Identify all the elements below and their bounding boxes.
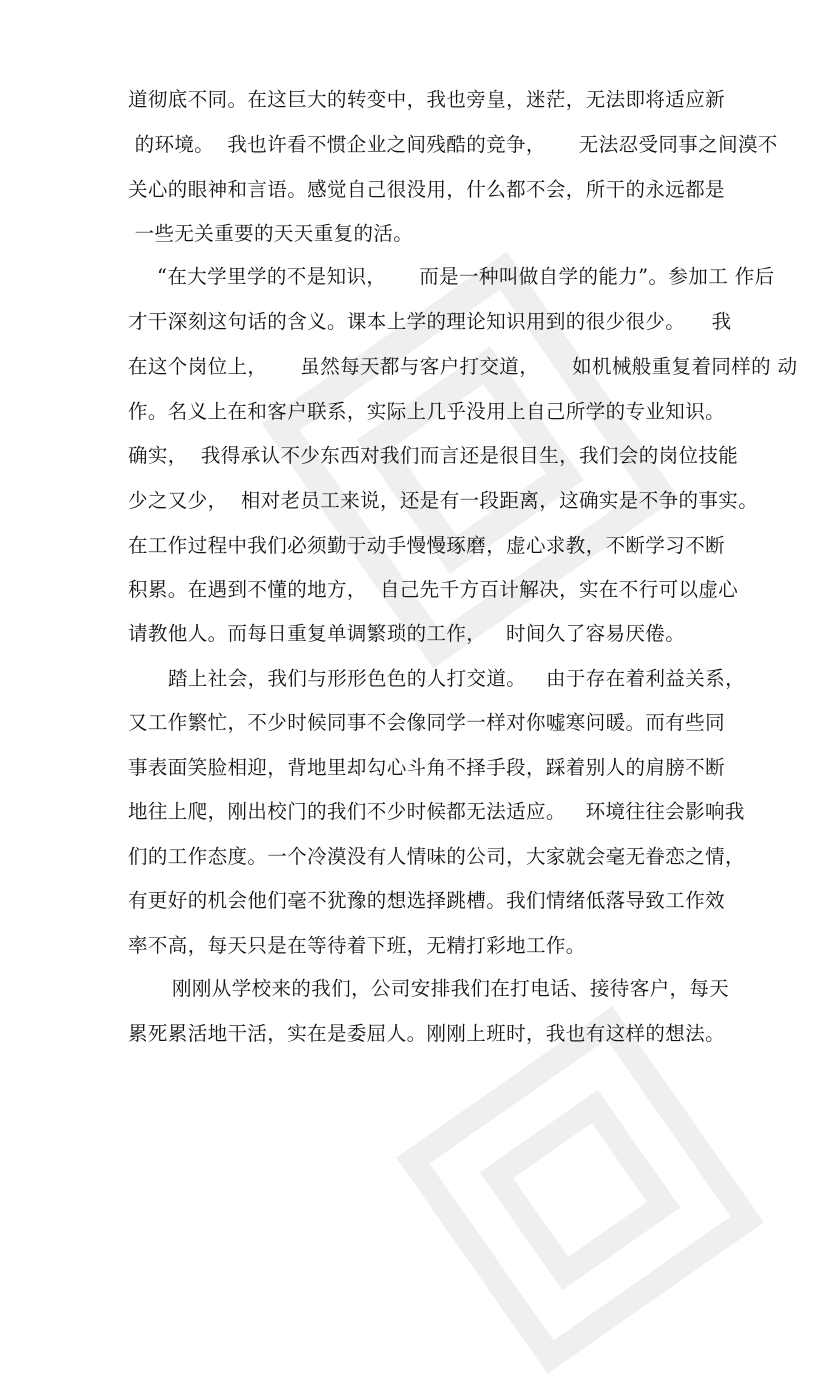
text-line: 作。名义上在和客户联系，实际上几乎没用上自己所学的专业知识。 — [128, 400, 726, 423]
text-line: 关心的眼神和言语。感觉自己很没用，什么都不会，所干的永远都是 — [128, 178, 726, 201]
text-line: 在工作过程中我们必须勤于动手慢慢琢磨，虚心求教，不断学习不断 — [128, 534, 726, 557]
text-line: 事表面笑脸相迎，背地里却勾心斗角不择手段，踩着别人的肩膀不断 — [128, 756, 726, 779]
text-line: 地往上爬，刚出校门的我们不少时候都无法适应。 环境往往会影响我 — [128, 800, 745, 823]
text-line: 们的工作态度。一个冷漠没有人情味的公司，大家就会毫无眷恋之情， — [128, 845, 745, 868]
text-line: 一些无关重要的天天重复的活。 — [128, 222, 414, 245]
text-line: 才干深刻这句话的含义。课本上学的理论知识用到的很少很少。 我 — [128, 310, 732, 333]
text-line: 在这个岗位上， 虽然每天都与客户打交道， 如机械般重复着同样的 动 — [128, 355, 798, 378]
text-line: 又工作繁忙，不少时候同事不会像同学一样对你嘘寒问暖。而有些同 — [128, 711, 726, 734]
text-line: “在大学里学的不是知识， 而是一种叫做自学的能力”。参加工 作后 — [157, 265, 775, 288]
text-line: 积累。在遇到不懂的地方， 自己先千方百计解决，实在不行可以虚心 — [128, 578, 739, 601]
text-line: 有更好的机会他们毫不犹豫的想选择跳槽。我们情绪低落导致工作效 — [128, 889, 726, 912]
text-line: 的环境。 我也许看不惯企业之间残酷的竞争， 无法忍受同事之间漠不 — [128, 133, 778, 156]
text-line: 道彻底不同。在这巨大的转变中，我也旁皇，迷茫，无法即将适应新 — [128, 88, 726, 111]
text-line: 率不高，每天只是在等待着下班，无精打彩地工作。 — [128, 934, 586, 957]
text-line: 刚刚从学校来的我们，公司安排我们在打电话、接待客户，每天 — [172, 977, 730, 1000]
text-line: 踏上社会，我们与形形色色的人打交道。 由于存在着利益关系， — [168, 667, 745, 690]
text-line: 确实， 我得承认不少东西对我们而言还是很目生，我们会的岗位技能 — [128, 444, 739, 467]
text-line: 累死累活地干活，实在是委屈人。刚刚上班时，我也有这样的想法。 — [128, 1022, 726, 1045]
text-line: 请教他人。而每日重复单调繁琐的工作， 时间久了容易厌倦。 — [128, 622, 686, 645]
text-line: 少之又少， 相对老员工来说，还是有一段距离，这确实是不争的事实。 — [128, 489, 759, 512]
